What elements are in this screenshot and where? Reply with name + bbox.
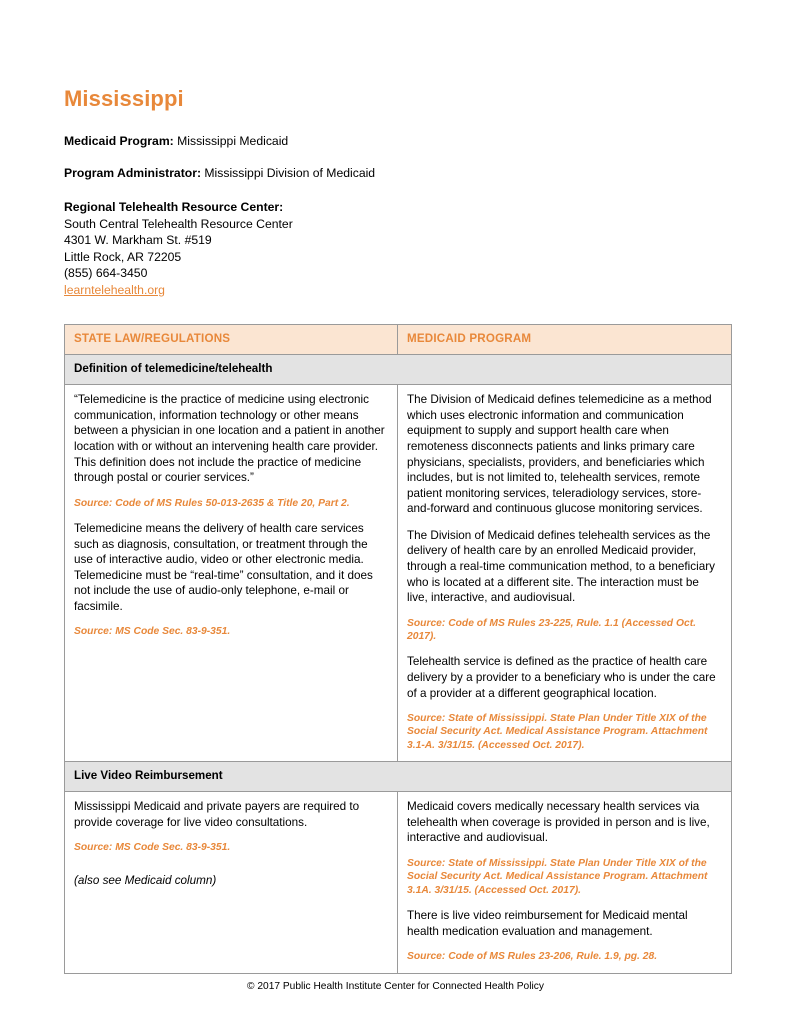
table-row — [65, 385, 732, 762]
definition-left-para-2: Telemedicine means the delivery of health care services such as diagnosis, consultation, or treatment through the use of interactive audio, video or other electronic media. Telemedicine must be “real-time” consultation, and it does not include the use of audio-only telephone, e-mail or facsimile. — [74, 522, 373, 613]
section-title-definition: Definition of telemedicine/telehealth — [65, 355, 732, 385]
live-video-medicaid-cell — [398, 792, 732, 973]
section-header-row — [65, 355, 732, 385]
program-administrator-value: Mississippi Division of Medicaid — [204, 166, 376, 181]
rtrc-line-3: Little Rock, AR 72205 — [64, 249, 182, 264]
program-administrator-label: Program Administrator: — [64, 166, 202, 181]
table-header-row — [65, 325, 732, 355]
page-title: Mississippi — [64, 86, 184, 111]
rtrc-phone: (855) 664-3450 — [64, 266, 148, 281]
live-video-right-source-2: Source: Code of MS Rules 23-206, Rule. 1.9, pg. 28. — [407, 951, 658, 963]
definition-right-para-1: The Division of Medicaid defines telemedicine as a method which uses electronic information and communication equipment to supply and support health care when remoteness disconnects patients and links primary care physicians, specialists, providers, and beneficiaries which includes, but is not limited to, telehealth services, remote patient monitoring services, teleradiology services, store-and-forward and continuous glucose monitoring services. — [407, 393, 712, 516]
program-administrator-line — [64, 166, 731, 181]
live-video-left-note: (also see Medicaid column) — [74, 873, 217, 887]
definition-left-source-2: Source: MS Code Sec. 83-9-351. — [74, 626, 231, 638]
definition-right-source-1: Source: Code of MS Rules 23-225, Rule. 1.1 (Accessed Oct. 2017). — [407, 617, 696, 642]
column-header-state-law: STATE LAW/REGULATIONS — [65, 325, 398, 355]
definition-medicaid-cell — [398, 385, 732, 762]
section-header-row — [65, 762, 732, 792]
rtrc-line-1: South Central Telehealth Resource Center — [64, 216, 293, 231]
rtrc-line-2: 4301 W. Markham St. #519 — [64, 233, 212, 248]
live-video-right-para-1: Medicaid covers medically necessary health services via telehealth when coverage is provided in person and is live, interactive and audiovisual. — [407, 800, 710, 845]
definition-right-source-2: Source: State of Mississippi. State Plan Under Title XIX of the Social Security Act. Medical Assistance Program. Attachment 3.1-A. 3/31/15. (Accessed Oct. 2017). — [407, 713, 708, 751]
definition-left-source-1: Source: Code of MS Rules 50-013-2635 & Title 20, Part 2. — [74, 497, 350, 509]
regional-telehealth-resource-center — [64, 199, 731, 299]
definition-state-law-cell — [65, 385, 398, 762]
live-video-left-para-1: Mississippi Medicaid and private payers are required to provide coverage for live video consultations. — [74, 800, 360, 829]
live-video-right-source-1: Source: State of Mississippi. State Plan Under Title XIX of the Social Security Act. Medical Assistance Program. Attachment 3.1A. 3/31/15. (Accessed Oct. 2017). — [407, 857, 708, 896]
policy-table — [64, 324, 732, 973]
medicaid-program-label: Medicaid Program: — [64, 134, 174, 148]
medicaid-program-value: Mississippi Medicaid — [177, 134, 289, 148]
live-video-state-law-cell — [65, 792, 398, 973]
page-footer: © 2017 Public Health Institute Center for Connected Health Policy — [247, 981, 544, 992]
live-video-left-source-1: Source: MS Code Sec. 83-9-351. — [74, 842, 231, 854]
definition-right-para-3: Telehealth service is defined as the practice of health care delivery by a provider to a beneficiary who is under the care of a provider at a different geographical location. — [407, 655, 716, 700]
rtrc-website-link[interactable]: learntelehealth.org — [64, 282, 165, 297]
definition-left-para-1: “Telemedicine is the practice of medicine using electronic communication, information technology or other means between a physician in one location and a patient in another location with or without an intervening health care provider. This definition does not include the practice of medicine through postal or courier services.” — [74, 393, 385, 485]
column-header-medicaid-program: MEDICAID PROGRAM — [398, 325, 732, 355]
rtrc-heading: Regional Telehealth Resource Center: — [64, 199, 284, 214]
medicaid-program-line — [64, 134, 731, 149]
live-video-right-para-2: There is live video reimbursement for Medicaid mental health medication evaluation and management. — [407, 909, 688, 938]
table-row — [65, 792, 732, 973]
section-title-live-video: Live Video Reimbursement — [65, 762, 732, 792]
definition-right-para-2: The Division of Medicaid defines telehealth services as the delivery of health care by an enrolled Medicaid provider, through a real-time communication method, to a beneficiary who is located at a different site. The interaction must be live, interactive, and audiovisual. — [407, 528, 715, 605]
